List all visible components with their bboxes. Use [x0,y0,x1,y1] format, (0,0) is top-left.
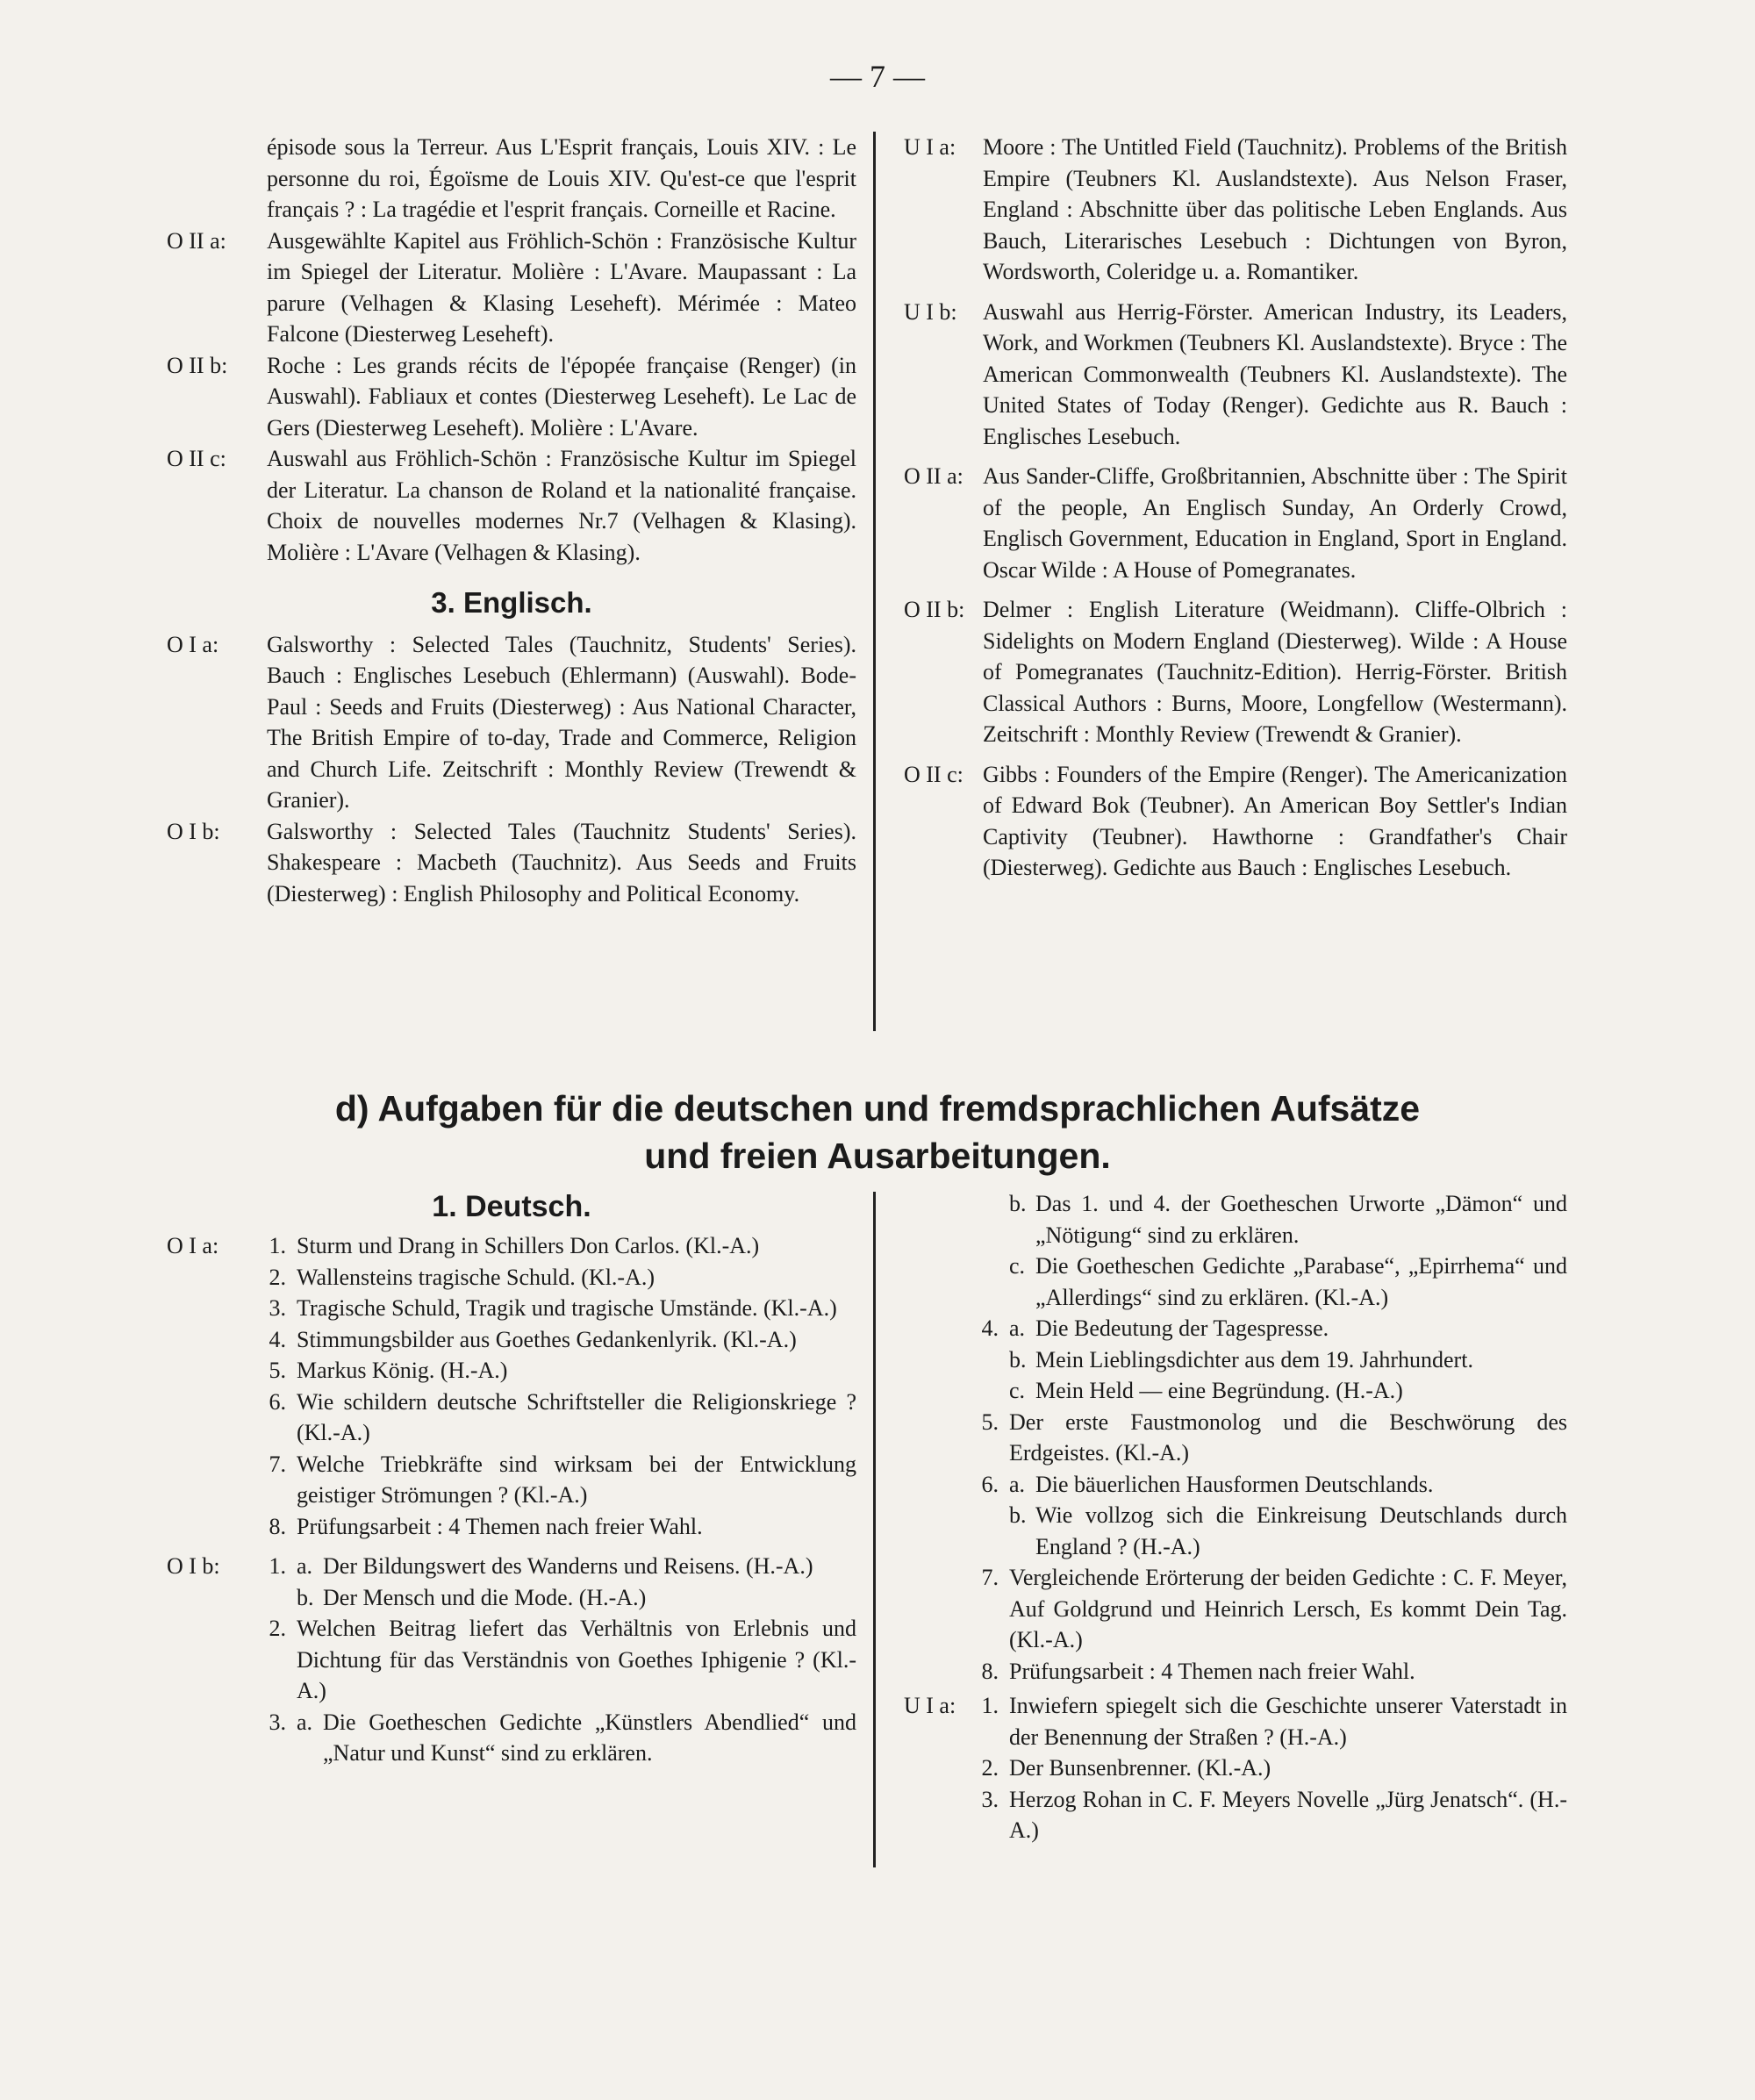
essay-subitem: a. Die bäuerlichen Hausformen Deutschlands. [1009,1471,1434,1497]
english-entry-text: Auswahl aus Herrig-Förster. American Industry, its Leaders, Work, and Workmen (Teubners Kl. Auslandstexte). Bryce : The American Commonwealth (Teubners Kl. Auslandstexte). The United States of Today (Renger). Gedichte aus R. Bauch : Englisches Lesebuch. [983,298,1567,449]
french-entry-text: Roche : Les grands récits de l'épopée française (Renger) (in Auswahl). Fabliaux et contes (Diesterweg Leseheft). Le Lac de Gers (Diesterweg Leseheft). Molière : L'Avare. [267,352,856,441]
class-label: O I b: [167,1553,220,1579]
oib-block [167,1551,856,1769]
essay-subitem: b. Der Mensch und die Mode. (H.-A.) [297,1584,647,1610]
lower-left-column [167,1188,856,1769]
english-entry-text: Delmer : English Literature (Weidmann). Cliffe-Olbrich : Sidelights on Modern England (Diesterweg). Wilde : A House of Pomegranates (Tauchnitz-Edition). Herrig-Förster. British Classical Authors : Burns, Moore, Longfellow (Westermann). Zeitschrift : Monthly Review (Trewendt & Granier). [983,597,1567,747]
english-entry [904,461,1567,585]
class-label: O I b: [167,818,220,844]
essay-subitem: a. Der Bildungswert des Wanderns und Reisens. (H.-A.) [297,1553,813,1579]
french-entry-text: Ausgewählte Kapitel aus Fröhlich-Schön : Französische Kultur im Spiegel der Literatur. Molière : L'Avare. Maupassant : La parure (Velhagen & Klasing Leseheft). Mérimée : Mateo Falcone (Diesterweg Leseheft). [267,227,856,347]
essay-item: 8. Prüfungsarbeit : 4 Themen nach freier Wahl. [269,1513,703,1539]
essay-item: 4. a. Die Bedeutung der Tagespresse. b. Mein Lieblingsdichter aus dem 19. Jahrhundert. c. Mein Held — eine Begründung. (H.-A.) [972,1313,1567,1407]
english-entry [904,759,1567,884]
essay-subitem: b. Wie vollzog sich die Einkreisung Deutschlands durch England ? (H.-A.) [1009,1502,1567,1559]
class-label: U I a: [904,1693,956,1718]
englisch-heading: 3. Englisch. [431,586,592,619]
english-entry [167,816,856,910]
class-label: O I a: [167,1233,219,1258]
oia-block [167,1230,856,1542]
essay-item: 6. a. Die bäuerlichen Hausformen Deutschlands. b. Wie vollzog sich die Einkreisung Deutschlands durch England ? (H.-A.) [972,1469,1567,1563]
column-divider-top [873,132,876,1031]
oib-continued [904,1188,1567,1313]
essay-subitem: a. Die Bedeutung der Tagespresse. [1009,1315,1329,1341]
column-divider-bottom [873,1192,876,1867]
class-label: O II b: [904,597,965,622]
essay-item: 8. Prüfungsarbeit : 4 Themen nach freier Wahl. [981,1658,1415,1684]
english-entry [904,594,1567,750]
class-label: O II c: [904,761,963,787]
essay-subitem: b. Mein Lieblingsdichter aus dem 19. Jahrhundert. [1009,1346,1473,1373]
french-entry-text: épisode sous la Terreur. Aus L'Esprit français, Louis XIV. : Le personne du roi, Égoïsme de Louis XIV. Qu'est-ce que l'esprit français ? : La tragédie et l'esprit français. Corneille et Racine. [267,134,856,222]
class-label: O II a: [904,463,963,489]
essay-item: 6. Wie schildern deutsche Schriftsteller die Religionskriege ? (Kl.-A.) [269,1388,856,1445]
page-number: — 7 — [830,59,925,94]
class-label: U I a: [904,134,956,160]
english-entry-text: Moore : The Untitled Field (Tauchnitz). Problems of the British Empire (Teubners Kl. Auslandstexte). Aus Nelson Fraser, England : Abschnitte über das politische Leben Englands. Aus Bauch, Literarisches Lesebuch : Dichtungen von Byron, Wordsworth, Coleridge u. a. Romantiker. [983,134,1567,284]
essay-subitem: c. Mein Held — eine Begründung. (H.-A.) [1009,1378,1403,1403]
section-title-line-2: und freien Ausarbeitungen. [644,1136,1111,1176]
essay-item: 1. Sturm und Drang in Schillers Don Carlos. (Kl.-A.) [269,1233,760,1258]
deutsch-heading: 1. Deutsch. [432,1190,591,1223]
essay-item: 2. Welchen Beitrag liefert das Verhältnis von Erlebnis und Dichtung für das Verständnis von Goethes Iphigenie ? (Kl.-A.) [269,1616,856,1703]
essay-item: 7. Vergleichende Erörterung der beiden Gedichte : C. F. Meyer, Auf Goldgrund und Heinrich Lersch, Es kommt Dein Tag. (Kl.-A.) [981,1565,1567,1652]
english-entry-text: Galsworthy : Selected Tales (Tauchnitz Students' Series). Shakespeare : Macbeth (Tauchnitz). Aus Seeds and Fruits (Diesterweg) : English Philosophy and Political Economy. [267,818,856,907]
english-entry [904,297,1567,453]
french-entry [167,226,856,350]
english-entry-text: Galsworthy : Selected Tales (Tauchnitz, Students' Series). Bauch : Englisches Lesebuch (Ehlermann) (Auswahl). Bode-Paul : Seeds and Fruits (Diesterweg) : Aus National Character, The British Empire of to-day, Trade and Commerce, Religion and Church Life. Zeitschrift : Monthly Review (Trewendt & Granier). [267,631,856,813]
french-entry-text: Auswahl aus Fröhlich-Schön : Französische Kultur im Spiegel der Literatur. La chanson de Roland et la nationalité française. Choix de nouvelles modernes Nr.7 (Velhagen & Klasing). Molière : L'Avare (Velhagen & Klasing). [267,446,856,565]
english-entry-text: Aus Sander-Cliffe, Großbritannien, Abschnitte über : The Spirit of the people, An Englisch Sunday, An Orderly Crowd, Englisch Government, Education in England, Sport in England. Oscar Wilde : A House of Pomegranates. [983,463,1567,583]
class-label: U I b: [904,298,957,325]
section-title-line-1: d) Aufgaben für die deutschen und fremdsprachlichen Aufsätze [334,1088,1421,1129]
lower-right-column [904,1188,1567,1846]
french-entry [167,443,856,568]
essay-subitem: c. Die Goetheschen Gedichte „Parabase“, „Epirrhema“ und „Allerdings“ sind zu erklären. (Kl.-A.) [1009,1253,1567,1310]
section-title [0,1085,1755,1179]
class-label: O II b: [167,352,228,378]
essay-item: 3. Tragische Schuld, Tragik und tragische Umstände. (Kl.-A.) [269,1295,837,1321]
essay-item: 4. Stimmungsbilder aus Goethes Gedankenlyrik. (Kl.-A.) [269,1326,797,1352]
class-label: O II a: [167,227,226,254]
essay-item: 5. Der erste Faustmonolog und die Beschwörung des Erdgeistes. (Kl.-A.) [981,1408,1567,1466]
essay-subitem: b. Das 1. und 4. der Goetheschen Urworte „Dämon“ und „Nötigung“ sind zu erklären. [1009,1191,1567,1248]
upper-left-column [167,132,856,909]
essay-item: 1. Inwiefern spiegelt sich die Geschichte unserer Vaterstadt in der Benennung der Straßen ? (H.-A.) [981,1693,1567,1750]
english-entry-text: Gibbs : Founders of the Empire (Renger). The Americanization of Edward Bok (Teubner). An American Boy Settler's Indian Captivity (Teubner). Hawthorne : Grandfather's Chair (Diesterweg). Gedichte aus Bauch : Englisches Lesebuch. [983,761,1567,880]
french-entry [167,350,856,444]
essay-item: 2. Wallensteins tragische Schuld. (Kl.-A.) [269,1264,655,1290]
french-entry [167,132,856,226]
essay-item: 3. Herzog Rohan in C. F. Meyers Novelle „Jürg Jenatsch“. (H.-A.) [981,1786,1567,1843]
essay-item: 3. a. Die Goetheschen Gedichte „Künstlers Abendlied“ und „Natur und Kunst“ sind zu erklären. [260,1707,856,1769]
upper-right-column [904,132,1567,884]
english-entry [904,132,1567,288]
essay-item: 5. Markus König. (H.-A.) [269,1358,508,1383]
uia-block [904,1690,1567,1846]
class-label: O I a: [167,631,219,657]
essay-item: 1. a. Der Bildungswert des Wanderns und Reisens. (H.-A.) b. Der Mensch und die Mode. (H.-A.) [260,1551,856,1613]
class-label: O II c: [167,446,226,471]
essay-subitem: a. Die Goetheschen Gedichte „Künstlers Abendlied“ und „Natur und Kunst“ sind zu erklären. [297,1709,856,1766]
english-entry [167,629,856,816]
essay-item: 7. Welche Triebkräfte sind wirksam bei der Entwicklung geistiger Strömungen ? (Kl.-A.) [269,1451,856,1508]
essay-item: 2. Der Bunsenbrenner. (Kl.-A.) [981,1755,1271,1781]
